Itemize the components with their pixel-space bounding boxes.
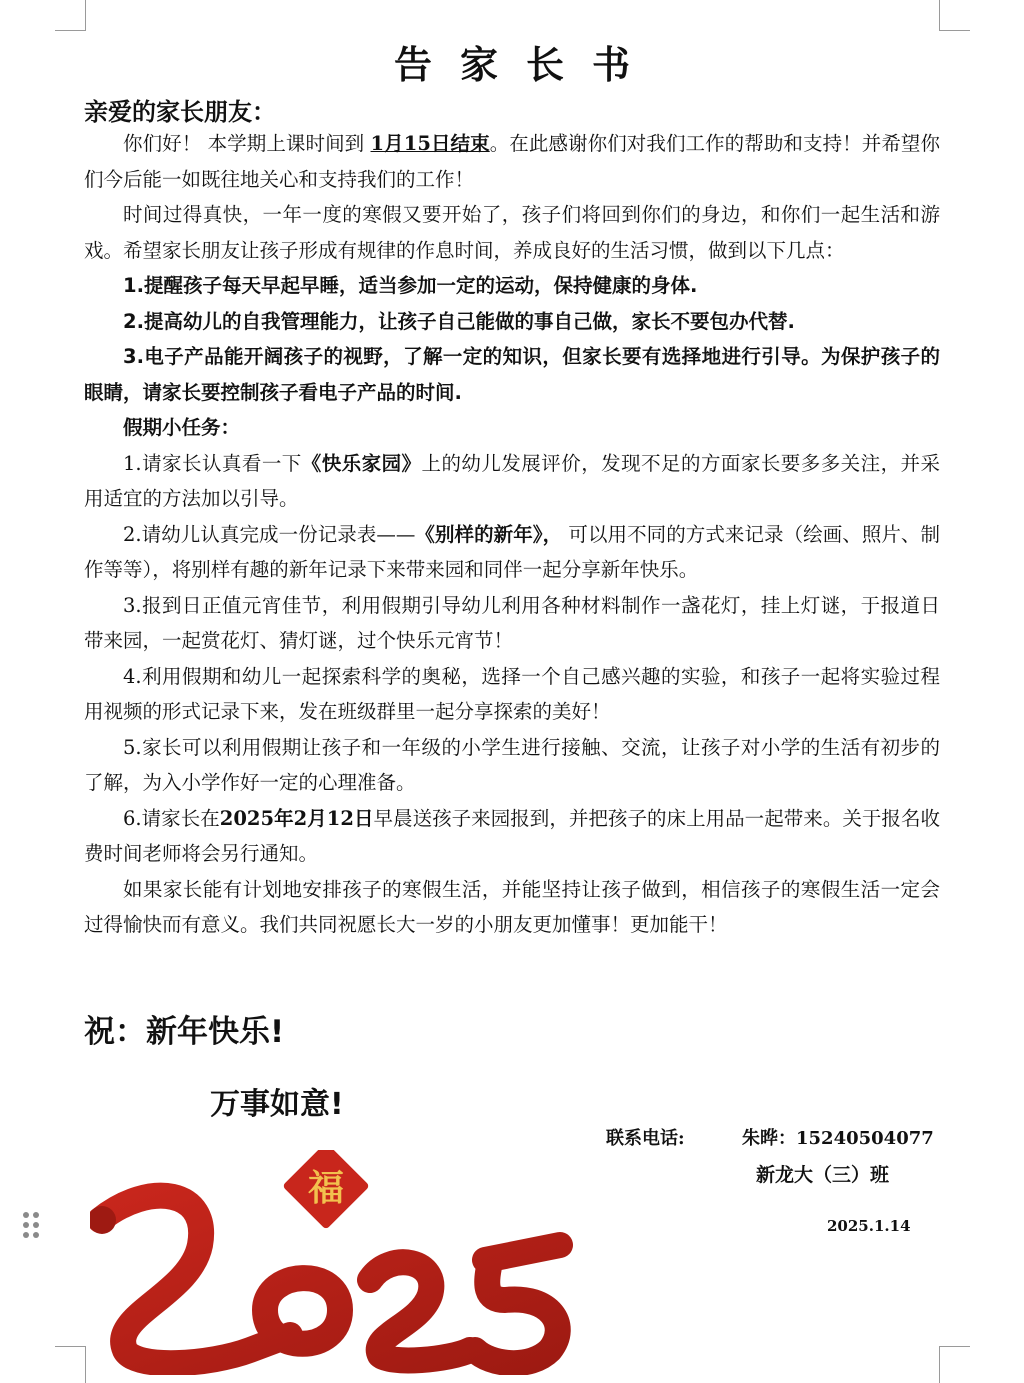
letter-body	[84, 126, 940, 943]
report-date: 2025年2月12日	[219, 806, 374, 830]
task-6-text: 6.请家长在	[123, 806, 220, 830]
greeting: 亲爱的家长朋友：	[84, 98, 276, 126]
fu-character: 福	[307, 1167, 345, 1209]
contact-info	[606, 1124, 934, 1150]
good-luck-wish: 万事如意!	[210, 1087, 344, 1122]
intro-text: 你们好！ 本学期上课时间到	[123, 132, 371, 155]
paragraph-2: 时间过得真快，一年一度的寒假又要开始了，孩子们将回到你们的身边，和你们一起生活和游戏。希望家长朋友让孩子形成有规律的作息时间，养成良好的生活习惯，做到以下几点：	[84, 203, 940, 262]
task-1-text: 1.请家长认真看一下	[123, 451, 302, 475]
task-1	[84, 446, 940, 517]
document-title: 告家长书	[393, 43, 658, 87]
record-title: 《别样的新年》，	[415, 522, 563, 546]
point-1: 1.提醒孩子每天早起早睡，适当参加一定的运动，保持健康的身体.	[123, 274, 698, 297]
task-6	[84, 801, 940, 872]
task-4: 4.利用假期和幼儿一起探索科学的奥秘，选择一个自己感兴趣的实验，和孩子一起将实验过程用视频的形式记录下来，发在班级群里一起分享探索的美好！	[84, 664, 940, 723]
intro-text-rest: 。在此感谢你们对我们工作的帮助和支持！并希望你们今后能一如既往地关心和支持我们的工作！	[84, 132, 940, 191]
fu-diamond-icon	[282, 1150, 370, 1230]
drag-handle-icon[interactable]	[20, 1208, 42, 1242]
tasks-heading: 假期小任务：	[123, 416, 241, 439]
contact-label: 联系电话:	[606, 1128, 685, 1149]
page-corner-mark	[55, 1346, 86, 1383]
task-2-text-rest: 可以用不同的方式来记录（绘画、照片、制作等等），将别样有趣的新年记录下来带来园和同伴一起分享新年快乐。	[84, 522, 940, 581]
closing-paragraph: 如果家长能有计划地安排孩子的寒假生活，并能坚持让孩子做到，相信孩子的寒假生活一定会过得愉快而有意义。我们共同祝愿长大一岁的小朋友更加懂事！更加能干！	[84, 877, 940, 936]
page-corner-mark	[939, 0, 970, 31]
point-2: 2.提高幼儿的自我管理能力，让孩子自己能做的事自己做，家长不要包办代替.	[123, 309, 795, 333]
book-title: 《快乐家园》	[301, 451, 422, 475]
letter-date: 2025.1.14	[827, 1217, 911, 1235]
new-year-wish: 祝：新年快乐!	[84, 1014, 285, 1050]
task-5: 5.家长可以利用假期让孩子和一年级的小学生进行接触、交流，让孩子对小学的生活有初步的了解，为入小学作好一定的心理准备。	[84, 735, 940, 794]
snake-2025-decoration	[90, 1150, 590, 1375]
task-1-text-rest: 上的幼儿发展评价，发现不足的方面家长要多多关注，并采用适宜的方法加以引导。	[84, 451, 940, 510]
task-2	[84, 517, 940, 588]
class-name: 新龙大（三）班	[756, 1164, 890, 1186]
end-date: 1月15日结束	[370, 132, 490, 155]
task-3: 3.报到日正值元宵佳节，利用假期引导幼儿利用各种材料制作一盏花灯，挂上灯谜，于报道日带来园，一起赏花灯、猜灯谜，过个快乐元宵节！	[84, 593, 940, 652]
page-corner-mark	[939, 1346, 970, 1383]
contact-name-phone: 朱晔：15240504077	[742, 1128, 934, 1149]
page-corner-mark	[55, 0, 86, 31]
task-6-text-rest: 早晨送孩子来园报到，并把孩子的床上用品一起带来。关于报名收费时间老师将会另行通知。	[84, 806, 940, 865]
intro-paragraph	[84, 126, 940, 197]
task-2-text: 2.请幼儿认真完成一份记录表——	[123, 522, 416, 546]
point-3: 3.电子产品能开阔孩子的视野，了解一定的知识，但家长要有选择地进行引导。为保护孩子的眼睛，请家长要控制孩子看电子产品的时间.	[84, 345, 940, 404]
